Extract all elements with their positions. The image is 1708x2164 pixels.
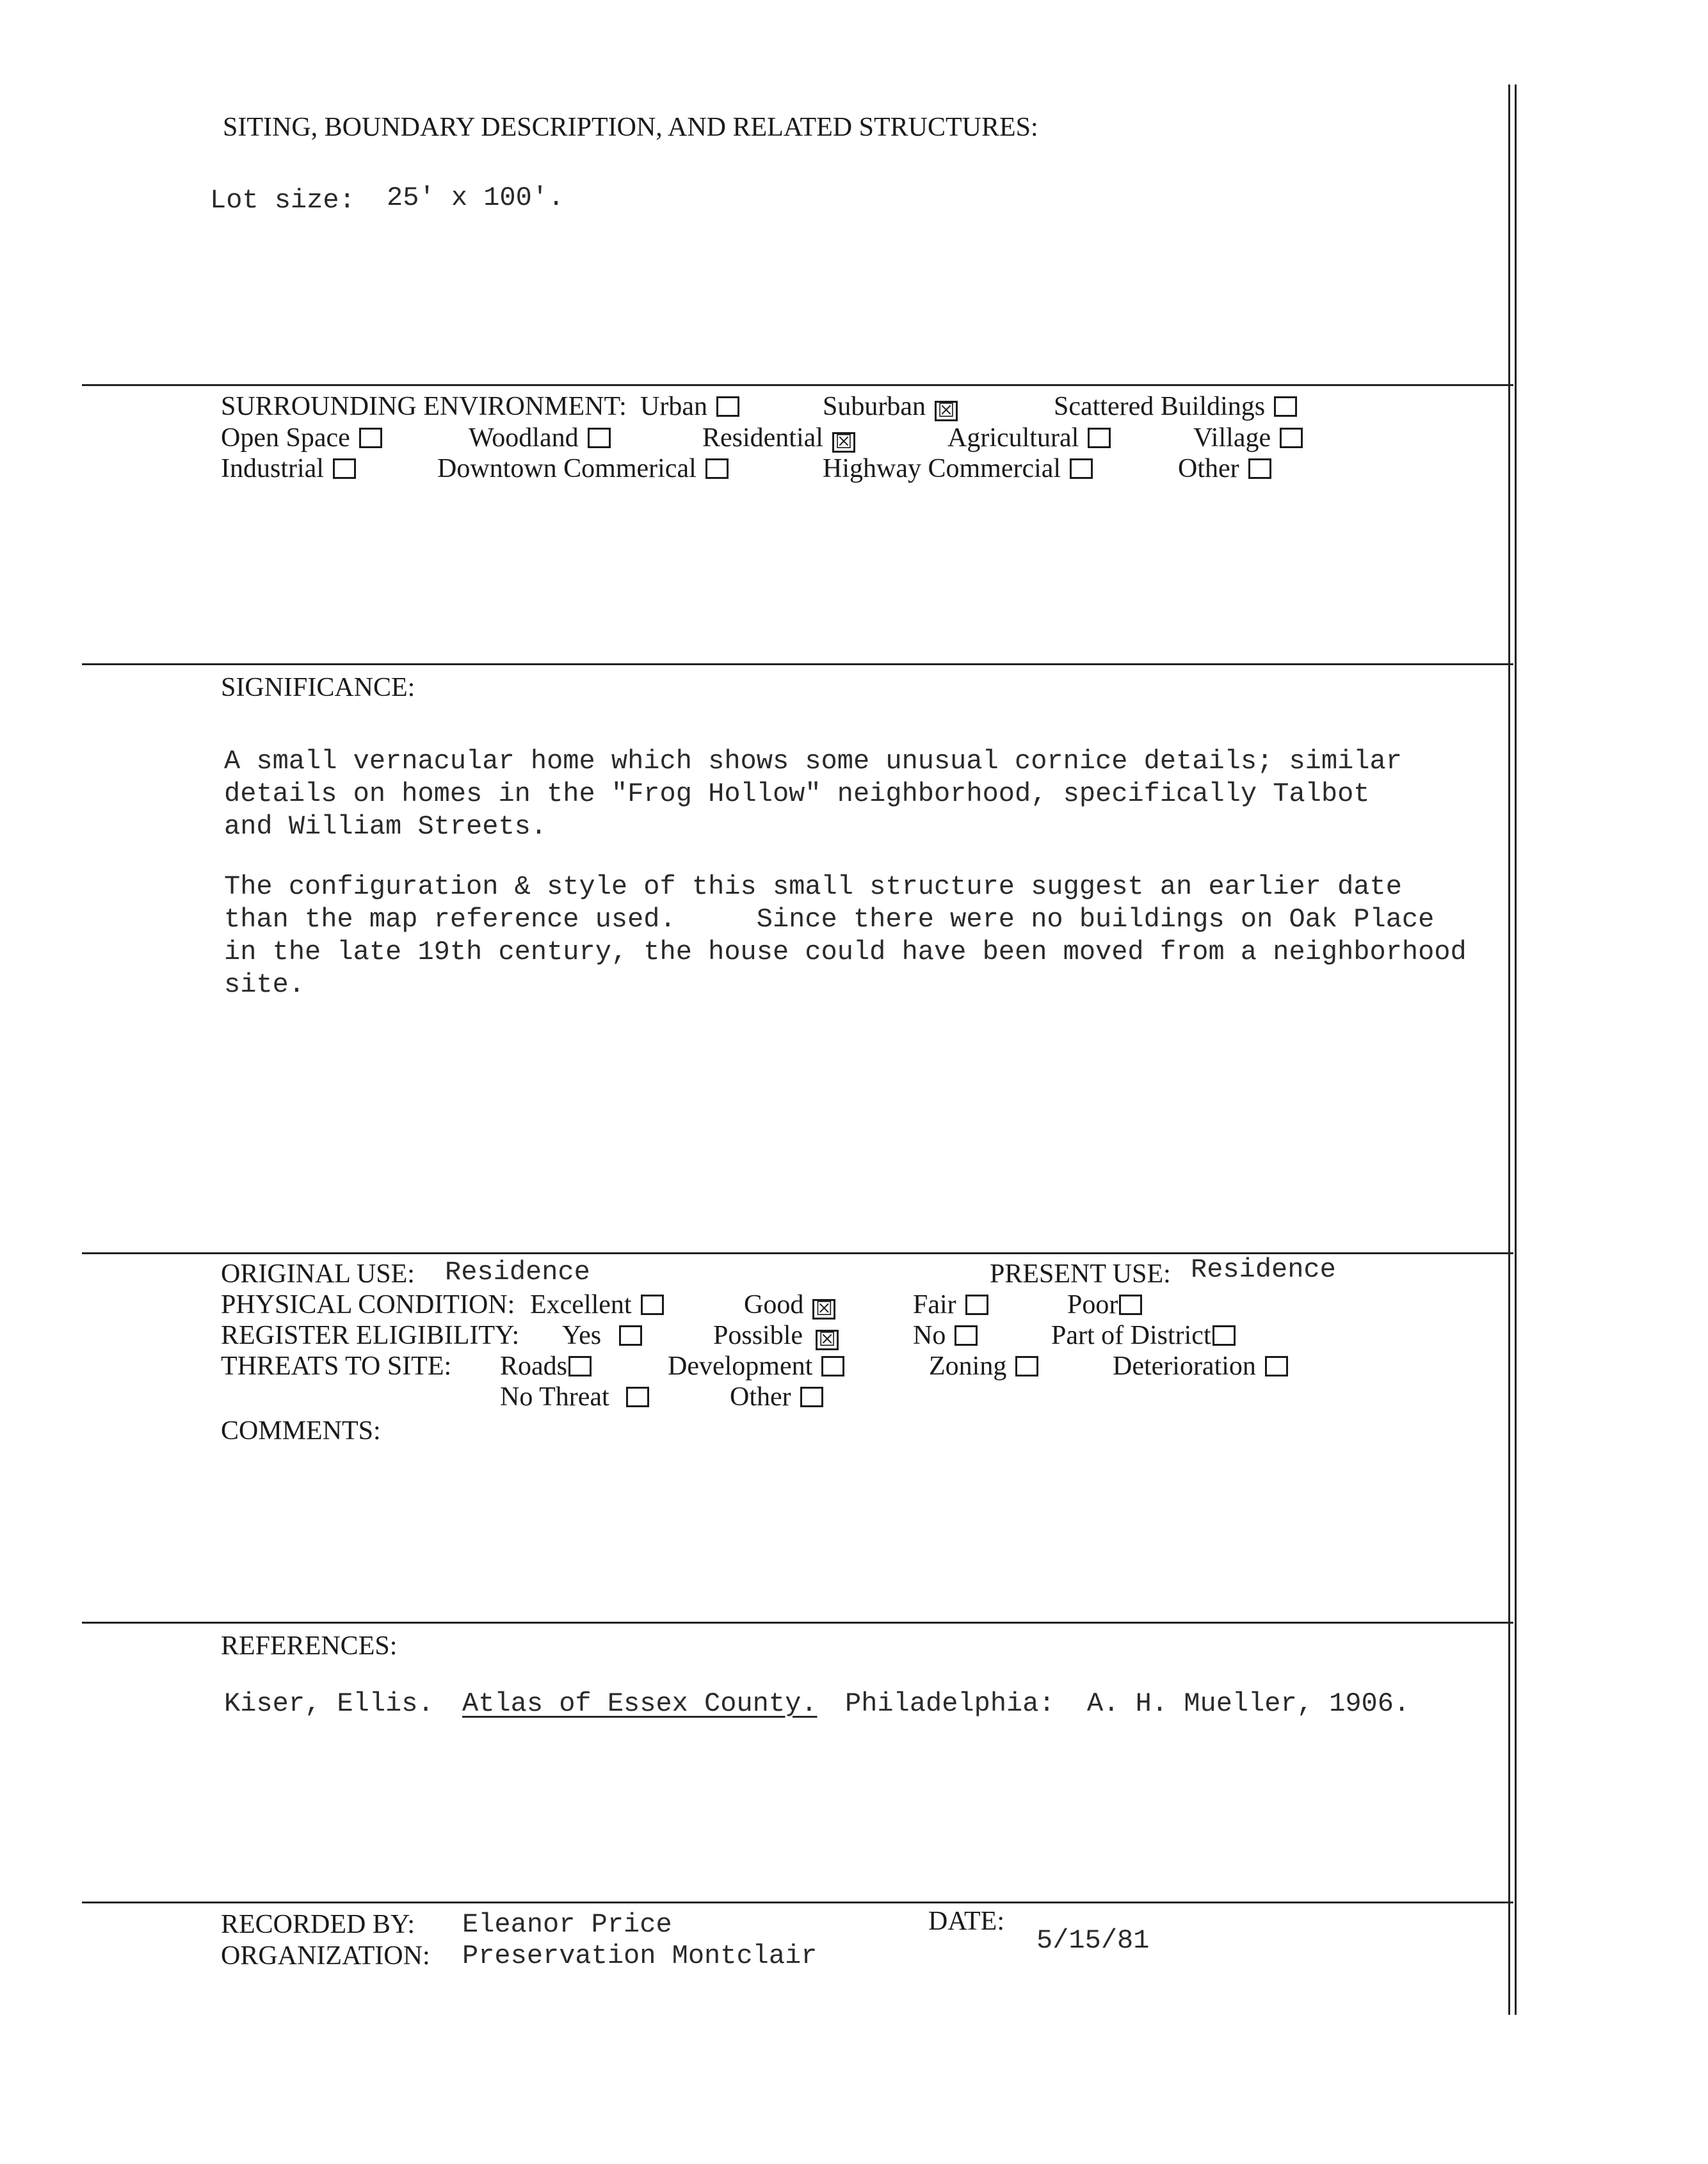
original-use-label: ORIGINAL USE: — [221, 1259, 415, 1289]
present-use-value: Residence — [1191, 1254, 1336, 1285]
checkbox-no[interactable] — [955, 1325, 978, 1346]
threat-zoning: Zoning — [929, 1353, 1038, 1380]
env-agricultural: Agricultural — [947, 424, 1111, 451]
checkbox-no-threat[interactable] — [626, 1387, 649, 1407]
checkbox-village[interactable] — [1280, 428, 1303, 448]
checkbox-district[interactable] — [1213, 1325, 1236, 1346]
significance-line: than the map reference used. Since there were no buildings on Oak Place — [224, 904, 1435, 935]
condition-poor: Poor — [1067, 1291, 1142, 1318]
checkbox-development[interactable] — [821, 1356, 844, 1377]
checkbox-downtown[interactable] — [705, 458, 729, 479]
eligibility-no: No — [913, 1322, 978, 1349]
date-label: DATE: — [928, 1907, 1004, 1936]
env-scattered: Scattered Buildings — [1054, 393, 1297, 420]
reference-title: Atlas of Essex County. — [462, 1688, 818, 1719]
checkbox-urban[interactable] — [716, 396, 739, 417]
env-suburban: Suburban ☒ — [823, 393, 958, 421]
date-value: 5/15/81 — [1036, 1925, 1150, 1956]
checkbox-highway[interactable] — [1070, 458, 1093, 479]
present-use-label: PRESENT USE: — [990, 1259, 1171, 1289]
right-border-line-outer — [1515, 85, 1517, 2015]
env-downtown: Downtown Commerical — [437, 455, 729, 482]
env-industrial: Industrial — [221, 455, 356, 482]
eligibility-label: REGISTER ELIGIBILITY: — [221, 1321, 520, 1350]
threat-development: Development — [668, 1353, 844, 1380]
threat-no-threat: No Threat — [500, 1384, 649, 1410]
env-open-space: Open Space — [221, 424, 382, 451]
significance-line: and William Streets. — [224, 811, 547, 842]
env-urban: Urban — [640, 393, 739, 420]
significance-line: The configuration & style of this small structure suggest an earlier date — [224, 871, 1402, 902]
threat-roads: Roads — [500, 1353, 592, 1380]
checkbox-poor[interactable] — [1119, 1295, 1142, 1315]
env-village: Village — [1193, 424, 1303, 451]
organization-value: Preservation Montclair — [462, 1941, 818, 1971]
significance-heading: SIGNIFICANCE: — [221, 673, 415, 702]
section-divider — [82, 1902, 1513, 1903]
checkbox-deterioration[interactable] — [1265, 1356, 1288, 1377]
checkbox-suburban[interactable]: ☒ — [935, 401, 958, 421]
organization-label: ORGANIZATION: — [221, 1941, 430, 1971]
eligibility-district: Part of District — [1051, 1322, 1236, 1349]
lot-size-label: Lot size: — [210, 185, 355, 216]
checkbox-env-other[interactable] — [1248, 458, 1271, 479]
env-woodland: Woodland — [469, 424, 611, 451]
section-divider — [82, 384, 1513, 386]
threat-deterioration: Deterioration — [1113, 1353, 1288, 1380]
threats-label: THREATS TO SITE: — [221, 1352, 452, 1381]
significance-line: site. — [224, 969, 305, 1000]
checkbox-industrial[interactable] — [333, 458, 356, 479]
checkbox-good[interactable]: ☒ — [812, 1299, 835, 1320]
section-divider — [82, 1622, 1513, 1624]
recorded-by-label: RECORDED BY: — [221, 1910, 415, 1939]
checkbox-possible[interactable]: ☒ — [816, 1330, 839, 1350]
checkbox-open-space[interactable] — [359, 428, 382, 448]
checkbox-roads[interactable] — [568, 1356, 592, 1377]
checkbox-residential[interactable]: ☒ — [832, 432, 855, 453]
checkbox-excellent[interactable] — [641, 1295, 664, 1315]
checkbox-zoning[interactable] — [1015, 1356, 1038, 1377]
eligibility-yes: Yes — [562, 1322, 642, 1349]
environment-heading: SURROUNDING ENVIRONMENT: — [221, 392, 627, 421]
checkbox-woodland[interactable] — [588, 428, 611, 448]
checkbox-threat-other[interactable] — [800, 1387, 823, 1407]
recorded-by-value: Eleanor Price — [462, 1909, 672, 1940]
env-other: Other — [1178, 455, 1271, 482]
condition-fair: Fair — [913, 1291, 988, 1318]
condition-label: PHYSICAL CONDITION: — [221, 1290, 515, 1320]
right-border-line — [1508, 85, 1510, 2015]
references-heading: REFERENCES: — [221, 1631, 398, 1661]
eligibility-possible: Possible ☒ — [713, 1322, 839, 1350]
threat-other: Other — [730, 1384, 823, 1410]
significance-line: A small vernacular home which shows some unusual cornice details; similar — [224, 746, 1402, 777]
env-residential: Residential ☒ — [702, 424, 855, 453]
original-use-value: Residence — [445, 1257, 590, 1288]
checkbox-scattered[interactable] — [1274, 396, 1297, 417]
condition-excellent: Excellent — [530, 1291, 664, 1318]
checkbox-agricultural[interactable] — [1088, 428, 1111, 448]
reference-publisher: Philadelphia: A. H. Mueller, 1906. — [845, 1688, 1410, 1719]
comments-label: COMMENTS: — [221, 1416, 381, 1446]
significance-line: in the late 19th century, the house could have been moved from a neighborhood — [224, 937, 1467, 967]
condition-good: Good ☒ — [744, 1291, 835, 1320]
lot-size-value: 25' x 100'. — [387, 182, 565, 213]
significance-line: details on homes in the "Frog Hollow" neighborhood, specifically Talbot — [224, 779, 1370, 809]
siting-heading: SITING, BOUNDARY DESCRIPTION, AND RELATED STRUCTURES: — [223, 113, 1038, 142]
section-divider — [82, 663, 1513, 665]
env-highway: Highway Commercial — [823, 455, 1093, 482]
checkbox-yes[interactable] — [619, 1325, 642, 1346]
reference-author: Kiser, Ellis. — [224, 1688, 434, 1719]
checkbox-fair[interactable] — [965, 1295, 988, 1315]
